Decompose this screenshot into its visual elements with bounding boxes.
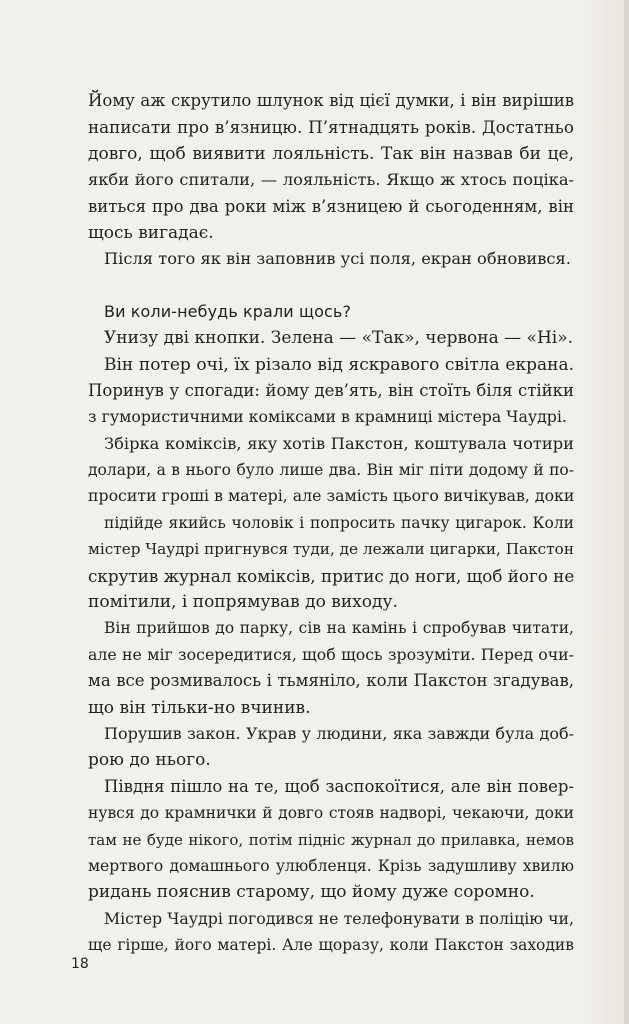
- text-line: помітили, і попрямував до виходу.: [88, 592, 398, 613]
- text-line: довго, щоб виявити лояльність. Так він назвав би це,: [88, 143, 574, 164]
- paragraph: [88, 615, 574, 721]
- text-line: з гумористичними коміксами в крамниці містера Чаудрі.: [88, 407, 567, 427]
- text-line: долари, а в нього було лише два. Він міг піти додому й по-: [88, 461, 574, 480]
- text-line: Півдня пішло на те, щоб заспокоїтися, але він повер-: [104, 776, 574, 796]
- text-line: щось вигадає.: [88, 222, 214, 243]
- paragraph: [88, 906, 574, 959]
- text-line: там не буде нікого, потім підніс журнал до прилавка, немов: [88, 830, 574, 849]
- text-line: Збірка коміксів, яку хотів Пакстон, коштувала чотири: [104, 433, 574, 453]
- paragraph: [88, 721, 574, 774]
- paragraph: [88, 88, 574, 246]
- paragraph: [88, 431, 574, 616]
- section-gap: [88, 273, 574, 299]
- text-line: підійде якийсь чоловік і попросить пачку цигарок. Коли: [104, 513, 574, 532]
- page-edge-shadow: [624, 0, 629, 1024]
- text-line: рою до нього.: [88, 750, 211, 771]
- paragraph: [88, 246, 574, 272]
- text-line: скрутив журнал коміксів, притис до ноги, щоб його не: [88, 565, 575, 586]
- text-line: нувся до крамнички й довго стояв надворі, чекаючи, доки: [88, 804, 574, 823]
- text-line: містер Чаудрі пригнувся туди, де лежали цигарки, Пакстон: [88, 540, 574, 559]
- text-line: Поринув у спогади: йому дев’ять, він стоїть біля стійки: [88, 380, 574, 400]
- paragraph: [88, 774, 574, 906]
- text-line: Йому аж скрутило шлунок від цієї думки, і він вирішив: [88, 91, 574, 110]
- text-line: ридань пояснив старому, що йому дуже соромно.: [88, 882, 535, 903]
- text-line: Він прийшов до парку, сів на камінь і спробував читати,: [104, 619, 574, 638]
- text-line: але не міг зосередитися, щоб щось зрозуміти. Перед очи-: [88, 644, 574, 664]
- text-line: Унизу дві кнопки. Зелена — «Так», червона — «Ні».: [104, 328, 574, 349]
- text-line: якби його спитали, — лояльність. Якщо ж хтось поціка-: [88, 170, 574, 190]
- page-number: 18: [71, 956, 89, 972]
- screen-question: [88, 299, 574, 325]
- text-line: ма все розмивалось і тьмяніло, коли Пакстон згадував,: [88, 671, 574, 691]
- page-text: [88, 88, 574, 959]
- text-line: мертвого домашнього улюбленця. Крізь задушливу хвилю: [88, 856, 574, 875]
- text-line: написати про в’язницю. П’ятнадцять років. Достатньо: [88, 117, 574, 138]
- paragraph: [88, 325, 574, 351]
- question-text: Ви коли-небудь крали щось?: [104, 301, 352, 321]
- text-line: ще гірше, його матері. Але щоразу, коли Пакстон заходив: [88, 936, 574, 955]
- text-line: Після того як він заповнив усі поля, екран обновився.: [104, 249, 571, 269]
- text-line: Він потер очі, їх різало від яскравого світла екрана.: [104, 354, 574, 375]
- text-line: просити гроші в матері, але замість цього вичікував, доки: [88, 486, 575, 506]
- text-line: що він тільки-но вчинив.: [88, 697, 311, 718]
- paragraph: [88, 352, 574, 431]
- text-line: Містер Чаудрі погодився не телефонувати в поліцію чи,: [104, 908, 574, 928]
- text-line: Порушив закон. Украв у людини, яка завжди була доб-: [104, 723, 574, 743]
- text-line: виться про два роки між в’язницею й сьогоденням, він: [88, 196, 574, 216]
